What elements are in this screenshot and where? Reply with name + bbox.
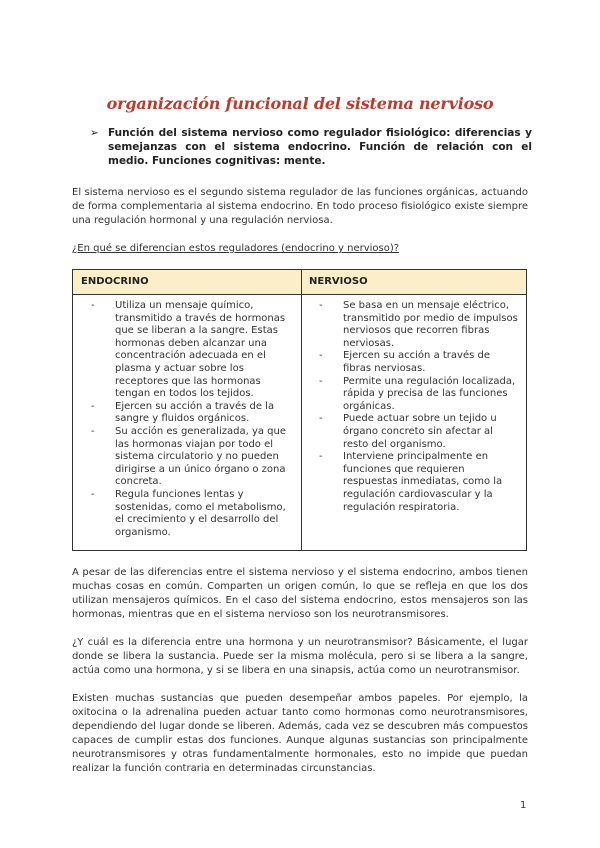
list-item — [319, 376, 519, 414]
list-item — [91, 489, 291, 539]
page-number: 1 — [520, 800, 527, 811]
list-item — [91, 300, 291, 401]
list-item-text: Permite una regulación localizada, rápida y precisa de las funciones orgánicas. — [343, 375, 516, 412]
dash-marker: - — [319, 451, 323, 463]
header-nervioso: NERVIOSO — [309, 276, 368, 287]
dash-marker: - — [91, 400, 95, 412]
list-item — [319, 300, 519, 350]
dash-marker: - — [319, 300, 323, 311]
list-item-text: Su acción es generalizada, ya que las hormonas viajan por todo el sistema circulatorio y no pueden dirigirse a un único órgano o zona concreta. — [115, 425, 287, 488]
list-item — [91, 401, 291, 426]
dash-marker: - — [319, 375, 323, 387]
hormone-vs-neurotransmitter-paragraph: ¿Y cuál es la diferencia entre una hormona y un neurotransmisor? Básicamente, el lugar donde se libera la sustancia. Puede ser la misma molécula, pero si se libera a la sangre, actúa como una hormona, y si se libera en una sinapsis, actúa como un neurotransmisor. — [72, 637, 528, 676]
list-item-text: Se basa en un mensaje eléctrico, transmitido por medio de impulsos nerviosos que recorren fibras nerviosas. — [343, 300, 518, 349]
list-item — [91, 426, 291, 489]
dual-role-paragraph: Existen muchas sustancias que pueden desempeñar ambos papeles. Por ejemplo, la oxitocina o la adrenalina pueden actuar tanto como hormonas como neurotransmisores, dependiendo del lugar donde se liberen. Además, cada vez se descubren más compuestos capaces de cumplir estas dos funciones. Aunque algunas sustancias son principalmente neurotransmisores y otras fundamentalmente hormonales, esto no impide que puedan realizar la función contraria en determinadas circunstancias. — [72, 693, 528, 774]
list-item — [319, 451, 519, 514]
list-item — [319, 413, 519, 451]
list-item-text: Utiliza un mensaje químico, transmitido a través de hormonas que se liberan a la sangre. Estas hormonas deben alcanzar una concentración adecuada en el plasma y actuar sobre los receptores que las hormonas tengan en todos los tejidos. — [115, 300, 286, 400]
intro-paragraph: El sistema nervioso es el segundo sistema regulador de las funciones orgánicas, actuando de forma complementaria al sistema endocrino. En todo proceso fisiológico existe siempre una regulación hormonal y una regulación nerviosa. — [72, 187, 528, 226]
nervioso-list — [319, 300, 519, 514]
table-column-divider — [301, 270, 302, 550]
list-item-text: Ejercen su acción a través de la sangre y fluidos orgánicos. — [115, 400, 275, 425]
dash-marker: - — [91, 425, 95, 437]
topic-bullet — [90, 126, 532, 168]
comparison-question: ¿En qué se diferencian estos reguladores (endocrino y nervioso)? — [72, 243, 400, 254]
list-item-text: Ejercen su acción a través de fibras nerviosas. — [343, 350, 490, 374]
dash-marker: - — [319, 350, 323, 362]
similarities-paragraph: A pesar de las diferencias entre el sistema nervioso y el sistema endocrino, ambos tienen muchas cosas en común. Comparten un origen común, lo que se refleja en que los dos utilizan mensajeros químicos. En el caso del sistema endocrino, estos mensajeros son las hormonas, mientras que en el sistema nervioso son los neurotransmisores. — [72, 567, 528, 620]
header-endocrino: ENDOCRINO — [81, 276, 149, 287]
list-item-text: Puede actuar sobre un tejido u órgano concreto sin afectar al resto del organismo. — [343, 413, 497, 450]
comparison-table — [72, 269, 527, 551]
arrow-bullet-icon: ➢ — [90, 127, 99, 139]
dash-marker: - — [91, 488, 95, 500]
dash-marker: - — [319, 413, 323, 425]
dash-marker: - — [91, 300, 95, 311]
page-title: organización funcional del sistema nervioso — [106, 94, 494, 113]
endocrino-list — [91, 300, 291, 539]
list-item-text: Interviene principalmente en funciones que requieren respuestas inmediatas, como la regulación cardiovascular y la regulación respiratoria. — [343, 451, 503, 513]
list-item-text: Regula funciones lentas y sostenidas, como el metabolismo, el crecimiento y el desarrollo del organismo. — [115, 488, 286, 538]
list-item — [319, 350, 519, 375]
topic-bullet-text: Función del sistema nervioso como regulador fisiológico: diferencias y semejanzas con el sistema endocrino. Función de relación con el medio. Funciones cognitivas: mente. — [108, 127, 532, 167]
